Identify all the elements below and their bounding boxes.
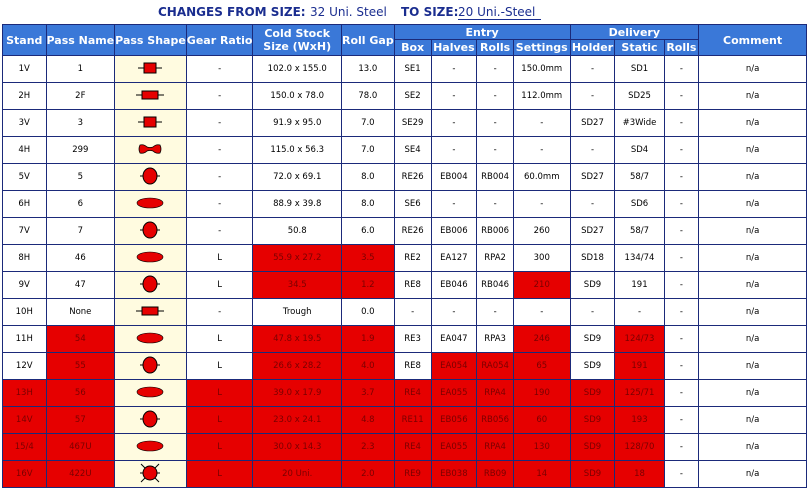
cell-box: RE11: [394, 407, 431, 434]
cell-rolls: RPA4: [477, 434, 514, 461]
cell-gap: 78.0: [341, 83, 394, 110]
cell-holder: SD9: [570, 380, 615, 407]
cell-box: SE4: [394, 137, 431, 164]
cell-gap: 3.7: [341, 380, 394, 407]
cell-halves: EA055: [431, 434, 477, 461]
cell-comment: n/a: [699, 137, 807, 164]
cell-box: RE2: [394, 245, 431, 272]
table-row: [3, 380, 807, 407]
cell-rolls: RB006: [477, 218, 514, 245]
cell-comment: n/a: [699, 461, 807, 488]
pass-shape-cell: [115, 218, 187, 245]
cell-drolls: -: [664, 272, 699, 299]
pass-changes-table: [2, 24, 807, 488]
oval-pass-icon: [115, 250, 186, 267]
cell-cold: 20 Uni.: [253, 461, 342, 488]
pass-shape-cell: [115, 245, 187, 272]
table-row: [3, 110, 807, 137]
cell-settings: 14: [513, 461, 570, 488]
cell-pass: 7: [46, 218, 115, 245]
cell-pass: 299: [46, 137, 115, 164]
cell-settings: 65: [513, 353, 570, 380]
cell-gear: L: [186, 353, 253, 380]
cell-halves: -: [431, 56, 477, 83]
cell-box: RE9: [394, 461, 431, 488]
pass-shape-cell: [115, 326, 187, 353]
cell-cold: 26.6 x 28.2: [253, 353, 342, 380]
cell-static: 58/7: [615, 218, 664, 245]
cell-gap: 8.0: [341, 164, 394, 191]
col-halves: Halves: [431, 40, 477, 56]
cell-halves: -: [431, 299, 477, 326]
cell-gear: L: [186, 461, 253, 488]
pass-shape-cell: [115, 110, 187, 137]
cell-gap: 0.0: [341, 299, 394, 326]
cell-rolls: RB056: [477, 407, 514, 434]
box-pass-vertical-icon: [115, 114, 186, 133]
cell-comment: n/a: [699, 191, 807, 218]
cell-pass: 6: [46, 191, 115, 218]
cell-gear: -: [186, 137, 253, 164]
cell-gear: L: [186, 272, 253, 299]
cell-pass: 422U: [46, 461, 115, 488]
col-holder: Holder: [571, 41, 614, 54]
table-row: [3, 407, 807, 434]
cell-static: SD1: [615, 56, 664, 83]
cell-comment: n/a: [699, 83, 807, 110]
cell-holder: SD18: [570, 245, 615, 272]
cell-drolls: -: [664, 164, 699, 191]
table-row: [3, 56, 807, 83]
pass-shape-cell: [115, 56, 187, 83]
cell-static: #3Wide: [615, 110, 664, 137]
cell-cold: 34.5: [253, 272, 342, 299]
cell-box: SE1: [394, 56, 431, 83]
cell-cold: 115.0 x 56.3: [253, 137, 342, 164]
cell-static: 128/70: [615, 434, 664, 461]
cell-rolls: RA054: [477, 353, 514, 380]
cell-stand: 1V: [3, 56, 47, 83]
table-row: [3, 272, 807, 299]
cell-halves: EB004: [431, 164, 477, 191]
cell-static: 124/73: [615, 326, 664, 353]
table-row: [3, 164, 807, 191]
cell-pass: 3: [46, 110, 115, 137]
cell-holder: -: [570, 299, 615, 326]
cell-settings: 60.0mm: [513, 164, 570, 191]
cell-gear: -: [186, 164, 253, 191]
cell-stand: 14V: [3, 407, 47, 434]
cell-box: RE8: [394, 353, 431, 380]
cell-box: RE4: [394, 434, 431, 461]
cell-drolls: -: [664, 245, 699, 272]
table-row: [3, 326, 807, 353]
cell-static: SD4: [615, 137, 664, 164]
cell-pass: 5: [46, 164, 115, 191]
cell-halves: EB046: [431, 272, 477, 299]
cell-box: RE4: [394, 380, 431, 407]
cell-stand: 11H: [3, 326, 47, 353]
table-row: [3, 353, 807, 380]
cell-comment: n/a: [699, 164, 807, 191]
cell-cold: 150.0 x 78.0: [253, 83, 342, 110]
cell-drolls: -: [664, 191, 699, 218]
cell-pass: 467U: [46, 434, 115, 461]
cell-rolls: RPA3: [477, 326, 514, 353]
oval-pass-icon: [115, 439, 186, 456]
table-row: [3, 461, 807, 488]
cell-rolls: -: [477, 137, 514, 164]
to-label: TO SIZE:: [401, 5, 459, 19]
cell-gap: 4.8: [341, 407, 394, 434]
cell-rolls: RB046: [477, 272, 514, 299]
cell-holder: SD9: [570, 434, 615, 461]
cell-gear: -: [186, 299, 253, 326]
cell-halves: EA055: [431, 380, 477, 407]
cell-drolls: -: [664, 407, 699, 434]
pass-shape-cell: [115, 83, 187, 110]
table-row: [3, 218, 807, 245]
table-row: [3, 245, 807, 272]
cell-stand: 6H: [3, 191, 47, 218]
cell-box: RE8: [394, 272, 431, 299]
cell-box: RE26: [394, 218, 431, 245]
cell-settings: 300: [513, 245, 570, 272]
cell-stand: 10H: [3, 299, 47, 326]
from-value: 32 Uni. Steel: [310, 5, 387, 19]
cell-drolls: -: [664, 461, 699, 488]
cell-halves: EA127: [431, 245, 477, 272]
cell-static: 134/74: [615, 245, 664, 272]
cell-gear: L: [186, 407, 253, 434]
cell-gap: 4.0: [341, 353, 394, 380]
cell-pass: None: [46, 299, 115, 326]
cell-cold: 91.9 x 95.0: [253, 110, 342, 137]
cell-settings: -: [513, 299, 570, 326]
cell-rolls: -: [477, 191, 514, 218]
cell-halves: -: [431, 137, 477, 164]
cell-gear: -: [186, 191, 253, 218]
cell-drolls: -: [664, 56, 699, 83]
cell-cold: Trough: [253, 299, 342, 326]
cell-pass: 54: [46, 326, 115, 353]
pass-shape-cell: [115, 353, 187, 380]
cell-cold: 30.0 x 14.3: [253, 434, 342, 461]
cell-rolls: -: [477, 110, 514, 137]
cell-comment: n/a: [699, 245, 807, 272]
cell-box: RE3: [394, 326, 431, 353]
dogbone-pass-icon: [115, 142, 186, 159]
cell-halves: EB038: [431, 461, 477, 488]
cell-static: 18: [615, 461, 664, 488]
cell-comment: n/a: [699, 299, 807, 326]
from-label: CHANGES FROM SIZE:: [158, 5, 306, 19]
cell-holder: -: [570, 191, 615, 218]
table-row: [3, 434, 807, 461]
oval-pass-icon: [115, 196, 186, 213]
cell-cold: 102.0 x 155.0: [253, 56, 342, 83]
cell-gear: -: [186, 56, 253, 83]
cell-rolls: -: [477, 299, 514, 326]
col-settings: Settings: [513, 40, 570, 56]
cell-halves: EA054: [431, 353, 477, 380]
cell-halves: -: [431, 83, 477, 110]
col-roll-gap: Roll Gap: [341, 25, 394, 56]
cell-drolls: -: [664, 380, 699, 407]
cell-pass: 1: [46, 56, 115, 83]
cell-drolls: -: [664, 299, 699, 326]
cell-settings: 246: [513, 326, 570, 353]
oval-pass-icon: [115, 385, 186, 402]
cell-holder: SD27: [570, 110, 615, 137]
cell-settings: 130: [513, 434, 570, 461]
cell-cold: 23.0 x 24.1: [253, 407, 342, 434]
cell-rolls: RPA4: [477, 380, 514, 407]
cell-stand: 2H: [3, 83, 47, 110]
cell-halves: EA047: [431, 326, 477, 353]
cell-comment: n/a: [699, 218, 807, 245]
cell-halves: -: [431, 191, 477, 218]
cell-box: SE29: [394, 110, 431, 137]
cell-gear: L: [186, 326, 253, 353]
cell-holder: -: [570, 137, 615, 164]
group-delivery: Delivery: [570, 25, 699, 40]
pass-shape-cell: [115, 461, 187, 488]
cell-drolls: -: [664, 218, 699, 245]
round-finish-pass-icon: [115, 462, 186, 487]
cell-box: RE26: [394, 164, 431, 191]
col-gear-ratio: Gear Ratio: [186, 25, 253, 56]
cell-halves: EB006: [431, 218, 477, 245]
cell-settings: 260: [513, 218, 570, 245]
cell-cold: 50.8: [253, 218, 342, 245]
cell-static: SD25: [615, 83, 664, 110]
col-cold-stock: Cold Stock Size (WxH): [253, 25, 342, 56]
cell-static: 191: [615, 272, 664, 299]
cell-static: 191: [615, 353, 664, 380]
group-entry: Entry: [394, 25, 570, 40]
cell-stand: 12V: [3, 353, 47, 380]
cell-holder: SD27: [570, 218, 615, 245]
cell-drolls: -: [664, 110, 699, 137]
cell-comment: n/a: [699, 434, 807, 461]
cell-gap: 7.0: [341, 137, 394, 164]
cell-cold: 88.9 x 39.8: [253, 191, 342, 218]
cell-cold: 72.0 x 69.1: [253, 164, 342, 191]
cell-rolls: -: [477, 83, 514, 110]
cell-settings: 60: [513, 407, 570, 434]
box-pass-horizontal-icon: [115, 88, 186, 105]
cell-holder: SD9: [570, 461, 615, 488]
cell-gear: L: [186, 380, 253, 407]
cell-gap: 7.0: [341, 110, 394, 137]
cell-pass: 55: [46, 353, 115, 380]
cell-box: -: [394, 299, 431, 326]
cell-gear: L: [186, 434, 253, 461]
table-row: [3, 83, 807, 110]
cell-pass: 46: [46, 245, 115, 272]
cell-comment: n/a: [699, 272, 807, 299]
cell-holder: -: [570, 83, 615, 110]
cell-pass: 57: [46, 407, 115, 434]
cell-halves: -: [431, 110, 477, 137]
cell-settings: -: [513, 137, 570, 164]
cell-gear: -: [186, 218, 253, 245]
cell-holder: SD27: [570, 164, 615, 191]
cell-rolls: RB09: [477, 461, 514, 488]
title-bar: [0, 5, 807, 21]
cell-settings: 150.0mm: [513, 56, 570, 83]
pass-shape-cell: [115, 272, 187, 299]
cell-static: -: [615, 299, 664, 326]
cell-stand: 9V: [3, 272, 47, 299]
cell-gear: -: [186, 110, 253, 137]
round-pass-icon: [115, 409, 186, 432]
cell-holder: SD9: [570, 407, 615, 434]
cell-stand: 16V: [3, 461, 47, 488]
cell-gap: 2.3: [341, 434, 394, 461]
round-pass-icon: [115, 220, 186, 243]
pass-shape-cell: [115, 191, 187, 218]
col-box: Box: [394, 40, 431, 56]
cell-comment: n/a: [699, 56, 807, 83]
cell-settings: -: [513, 110, 570, 137]
table-row: [3, 137, 807, 164]
col-pass-name: Pass Name: [46, 25, 115, 56]
cell-halves: EB056: [431, 407, 477, 434]
pass-shape-cell: [115, 137, 187, 164]
cell-pass: 47: [46, 272, 115, 299]
cell-rolls: RPA2: [477, 245, 514, 272]
col-static: Static: [615, 40, 664, 56]
to-value: 20 Uni.-Steel: [458, 5, 541, 20]
cell-stand: 13H: [3, 380, 47, 407]
table-row: [3, 191, 807, 218]
col-rolls: Rolls: [477, 40, 514, 56]
cell-settings: 112.0mm: [513, 83, 570, 110]
cell-box: SE6: [394, 191, 431, 218]
cell-cold: 55.9 x 27.2: [253, 245, 342, 272]
cell-static: 58/7: [615, 164, 664, 191]
cell-gap: 3.5: [341, 245, 394, 272]
cell-gap: 6.0: [341, 218, 394, 245]
pass-shape-cell: [115, 434, 187, 461]
col-pass-shape: Pass Shape: [115, 25, 187, 56]
cell-drolls: -: [664, 326, 699, 353]
cell-stand: 3V: [3, 110, 47, 137]
pass-shape-cell: [115, 299, 187, 326]
oval-pass-icon: [115, 331, 186, 348]
box-pass-horizontal-icon: [115, 304, 186, 321]
cell-drolls: -: [664, 353, 699, 380]
round-pass-icon: [115, 355, 186, 378]
cell-comment: n/a: [699, 407, 807, 434]
cell-settings: -: [513, 191, 570, 218]
cell-rolls: -: [477, 56, 514, 83]
box-pass-vertical-icon: [115, 60, 186, 79]
cell-gear: L: [186, 245, 253, 272]
cell-drolls: -: [664, 83, 699, 110]
cell-settings: 190: [513, 380, 570, 407]
pass-shape-cell: [115, 164, 187, 191]
table-body: [3, 56, 807, 488]
col-stand: Stand: [3, 25, 47, 56]
cell-pass: 2F: [46, 83, 115, 110]
cell-stand: 15/4: [3, 434, 47, 461]
cell-gap: 1.2: [341, 272, 394, 299]
cell-holder: SD9: [570, 272, 615, 299]
pass-shape-cell: [115, 380, 187, 407]
cell-comment: n/a: [699, 353, 807, 380]
cell-rolls: RB004: [477, 164, 514, 191]
col-comment: Comment: [699, 25, 807, 56]
cell-drolls: -: [664, 434, 699, 461]
cell-stand: 8H: [3, 245, 47, 272]
cell-stand: 7V: [3, 218, 47, 245]
cell-static: 193: [615, 407, 664, 434]
cell-comment: n/a: [699, 110, 807, 137]
cell-holder: SD9: [570, 326, 615, 353]
cell-pass: 56: [46, 380, 115, 407]
cell-stand: 4H: [3, 137, 47, 164]
cell-gap: 8.0: [341, 191, 394, 218]
cell-static: SD6: [615, 191, 664, 218]
cell-holder: SD9: [570, 353, 615, 380]
col-delivery-rolls: Rolls: [664, 40, 699, 56]
cell-static: 125/71: [615, 380, 664, 407]
round-pass-icon: [115, 166, 186, 189]
cell-cold: 39.0 x 17.9: [253, 380, 342, 407]
cell-gear: -: [186, 83, 253, 110]
cell-box: SE2: [394, 83, 431, 110]
cell-stand: 5V: [3, 164, 47, 191]
cell-gap: 13.0: [341, 56, 394, 83]
cell-drolls: -: [664, 137, 699, 164]
cell-cold: 47.8 x 19.5: [253, 326, 342, 353]
table-row: [3, 299, 807, 326]
pass-shape-cell: [115, 407, 187, 434]
cell-settings: 210: [513, 272, 570, 299]
cell-holder: -: [570, 56, 615, 83]
cell-gap: 2.0: [341, 461, 394, 488]
cell-comment: n/a: [699, 380, 807, 407]
round-pass-icon: [115, 274, 186, 297]
cell-comment: n/a: [699, 326, 807, 353]
cell-gap: 1.9: [341, 326, 394, 353]
